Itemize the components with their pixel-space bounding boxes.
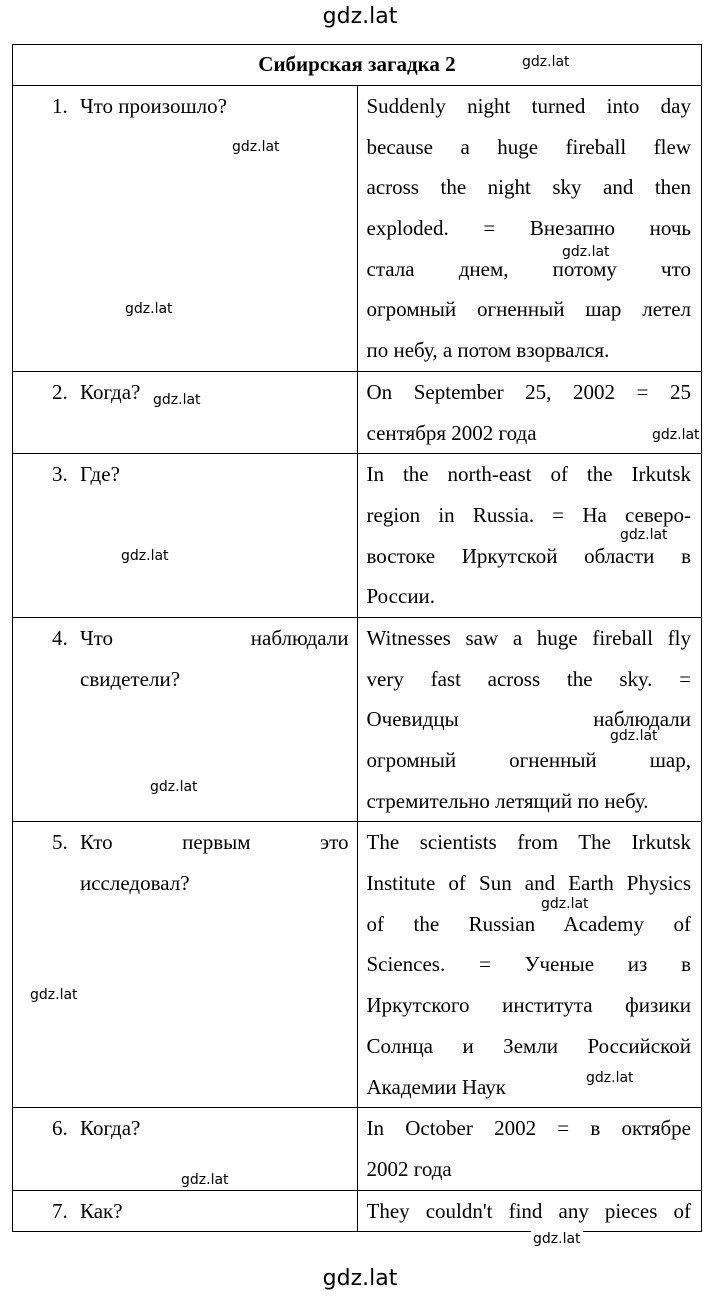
table-row xyxy=(13,454,702,618)
table-row xyxy=(13,617,702,821)
answer-line: Institute of Sun and Earth Physics xyxy=(366,871,691,896)
watermark: gdz.lat xyxy=(121,548,169,564)
table-row xyxy=(13,1190,702,1232)
watermark: gdz.lat xyxy=(522,54,570,70)
answer-cell xyxy=(357,1108,702,1190)
answer-line: They couldn't find any pieces of xyxy=(366,1198,691,1223)
table-row xyxy=(13,86,702,372)
answer-line: востоке Иркутской области в xyxy=(366,543,691,568)
answer-line: In October 2002 = в октябре xyxy=(366,1116,691,1141)
answer-line: стремительно летящий по небу. xyxy=(366,788,649,813)
answer-line: Очевидцы наблюдали xyxy=(366,707,691,732)
watermark: gdz.lat xyxy=(125,301,173,317)
answer-cell xyxy=(357,86,702,372)
answer-line: Иркутского института физики xyxy=(366,993,691,1018)
answer-line: In the north-east of the Irkutsk xyxy=(366,462,691,487)
question-cell xyxy=(13,822,358,1108)
row-number: 5. xyxy=(52,830,68,855)
table-title-row xyxy=(13,45,702,86)
question-text: исследовал? xyxy=(80,871,190,896)
question-text: Когда? xyxy=(80,1116,141,1141)
question-cell xyxy=(13,1190,358,1232)
watermark: gdz.lat xyxy=(232,139,280,155)
answer-line: The scientists from The Irkutsk xyxy=(366,830,691,855)
answer-line: сентября 2002 года xyxy=(366,420,537,445)
row-number: 7. xyxy=(52,1198,68,1223)
answer-line: very fast across the sky. = xyxy=(366,666,691,691)
answer-line: Suddenly night turned into day xyxy=(366,94,691,118)
row-number: 3. xyxy=(52,462,68,487)
table-title: Сибирская загадка 2 xyxy=(13,45,702,86)
table-row xyxy=(13,822,702,1108)
answer-line: Witnesses saw a huge fireball fly xyxy=(366,625,691,650)
answer-cell xyxy=(357,822,702,1108)
watermark: gdz.lat xyxy=(586,1070,634,1086)
question-text: свидетели? xyxy=(80,666,181,691)
answer-cell xyxy=(357,617,702,821)
watermark: gdz.lat xyxy=(562,244,610,260)
answer-line: Sciences. = Ученые из в xyxy=(366,952,691,977)
table-row xyxy=(13,1108,702,1190)
answer-table xyxy=(12,44,702,1232)
answer-line: On September 25, 2002 = 25 xyxy=(366,379,691,404)
answer-line: Академии Наук xyxy=(366,1074,507,1099)
answer-line: because a huge fireball flew xyxy=(366,134,691,159)
question-text: Что наблюдали xyxy=(80,625,349,650)
answer-line: across the night sky and then xyxy=(366,175,691,200)
row-number: 6. xyxy=(52,1116,68,1141)
question-text: Где? xyxy=(80,462,120,487)
answer-line: of the Russian Academy of xyxy=(366,911,691,936)
answer-line: exploded. = Внезапно ночь xyxy=(366,216,691,241)
watermark: gdz.lat xyxy=(652,427,700,443)
table-row xyxy=(13,371,702,453)
question-text: Когда? xyxy=(80,379,141,404)
answer-line: огромный огненный шар летел xyxy=(366,297,691,322)
watermark: gdz.lat xyxy=(610,728,658,744)
answer-line: России. xyxy=(366,584,436,609)
question-cell xyxy=(13,371,358,453)
answer-line: Солнца и Земли Российской xyxy=(366,1033,691,1058)
answer-line: стала днем, потому что xyxy=(366,256,691,281)
watermark: gdz.lat xyxy=(620,527,668,543)
row-number: 4. xyxy=(52,625,68,650)
watermark: gdz.lat xyxy=(153,392,201,408)
answer-line: по небу, а потом взорвался. xyxy=(366,338,610,363)
answer-cell xyxy=(357,371,702,453)
question-cell xyxy=(13,454,358,618)
row-number: 1. xyxy=(52,94,68,118)
question-text: Что произошло? xyxy=(80,94,227,118)
answer-line: 2002 года xyxy=(366,1156,452,1181)
watermark: gdz.lat xyxy=(533,1231,581,1247)
site-header: gdz.lat xyxy=(322,4,398,29)
answer-line: огромный огненный шар, xyxy=(366,748,691,772)
question-text: Кто первым это xyxy=(80,830,349,855)
site-footer: gdz.lat xyxy=(322,1266,398,1291)
watermark: gdz.lat xyxy=(30,987,78,1003)
row-number: 2. xyxy=(52,379,68,404)
question-cell xyxy=(13,86,358,372)
answer-cell xyxy=(357,1190,702,1232)
answer-line: region in Russia. = На северо- xyxy=(366,502,691,527)
question-text: Как? xyxy=(80,1198,123,1223)
watermark: gdz.lat xyxy=(541,896,589,912)
watermark: gdz.lat xyxy=(150,779,198,795)
watermark: gdz.lat xyxy=(181,1172,229,1188)
